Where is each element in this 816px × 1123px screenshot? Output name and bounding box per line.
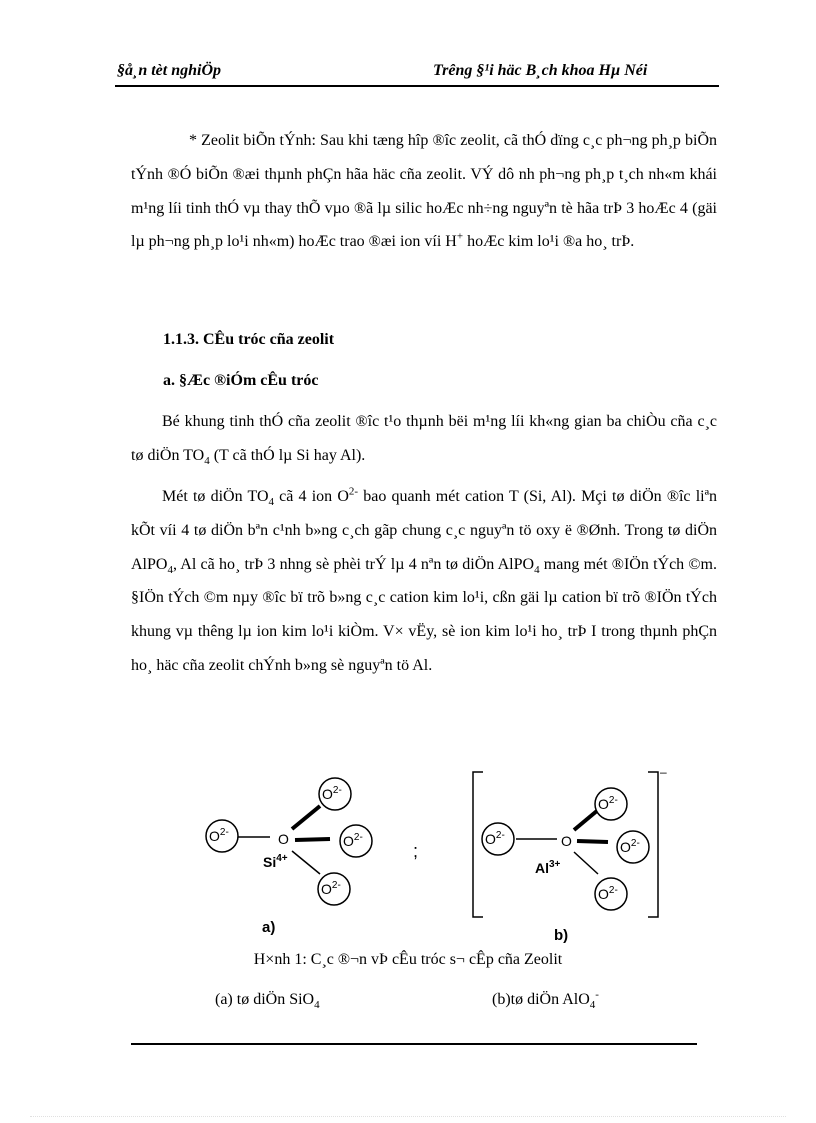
subcaption-b: (b)tø diÖn AlO$_4$- <box>492 988 599 1012</box>
svg-text:O2-: $O^{2-}$ <box>598 885 618 902</box>
section-heading: 1.1.3. CÊu tróc cña zeolit <box>163 331 335 348</box>
center-oxygen-b: O <box>561 833 572 849</box>
svg-text:O2-: $O^{2-}$ <box>620 838 640 855</box>
svg-text:O2-: $O^{2-}$ <box>598 795 618 812</box>
si-cation: $Si^{4+}$ <box>263 853 288 870</box>
label-b: b) <box>554 927 569 944</box>
structure-figure <box>180 762 667 947</box>
svg-text:O2-: $O^{2-}$ <box>209 827 229 844</box>
label-a: a) <box>262 919 276 936</box>
header-right: Trêng §¹i häc B¸ch khoa Hµ Néi <box>433 62 648 79</box>
header-rule <box>115 85 719 87</box>
figure-caption: H×nh 1: C¸c ®¬n vÞ cÊu tróc s¬ cÊp cña Zeolit <box>253 951 563 968</box>
paragraph-tetrahedron: Mét tø diÖn $TO_4$ cã 4 ion $O^{2-}$ bao quanh mét cation T (Si, Al). Mçi tø diÖn ®îc liªn kÕt víi 4 tø diÖn bªn c¹nh b»ng c¸ch gãp chung c¸c nguyªn tö oxy ë ®Ønh. Trong tø diÖn AlPO$_4$, Al cã ho¸ trÞ 3 nhng sè phèi trÝ lµ 4 nªn tø diÖn AlPO$_4$ mang mét ®IÖn tÝch ©m. §IÖn tÝch ©m nµy ®îc bï trõ b»ng c¸c cation kim lo¹i, cßn gäi lµ cation bï trõ ®IÖn tÝch khung vµ thêng lµ ion kim lo¹i kiÒm. V× vËy, sè ion kim lo¹i ho¸ trÞ I trong thµnh phÇn ho¸ häc cña zeolit chÝnh b»ng sè nguyªn tö Al. <box>131 485 718 674</box>
subsection-heading: a. §Æc ®iÓm cÊu tróc <box>163 372 319 389</box>
anion-charge: – <box>660 765 667 779</box>
svg-text:O2-: $O^{2-}$ <box>485 830 505 847</box>
header-left: §å¸n tèt nghiÖp <box>117 62 222 79</box>
page-edge <box>30 1116 786 1117</box>
paragraph-framework: Bé khung tinh thÓ cña zeolit ®îc t¹o thµnh bëi m¹ng líi kh«ng gian ba chiÒu cña c¸c tø diÖn $TO_4$ (T cã thÓ lµ Si hay Al). <box>131 413 717 467</box>
svg-text:O2-: $O^{2-}$ <box>322 785 342 802</box>
figure-separator: ; <box>413 841 419 861</box>
center-oxygen-a: O <box>278 831 289 847</box>
svg-text:O2-: $O^{2-}$ <box>343 832 363 849</box>
tetrahedron-sio4 <box>206 778 372 905</box>
al-cation: $Al^{3+}$ <box>535 859 561 876</box>
svg-text:O2-: $O^{2-}$ <box>321 880 341 897</box>
subcaption-a: (a) tø diÖn SiO$_4$ <box>215 991 320 1012</box>
left-bracket <box>473 772 483 917</box>
paragraph-zeolit-biente: * Zeolit biÕn tÝnh: Sau khi tæng hîp ®îc zeolit, cã thÓ dïng c¸c ph¬ng ph¸p biÕn tÝnh ®Ó biÕn ®æi thµnh phÇn hãa häc cña zeolit. VÝ dô nh ph¬ng ph¸p t¸ch nh«m khái m¹ng líi tinh thÓ vµ thay thÕ vµo ®ã lµ silic hoÆc nh÷ng nguyªn tè hãa trÞ 3 hoÆc 4 (gäi lµ ph¬ng ph¸p lo¹i nh«m) hoÆc trao ®æi ion víi H+ hoÆc kim lo¹i ®a ho¸ trÞ. <box>131 132 717 251</box>
footer-rule <box>131 1043 697 1045</box>
tetrahedron-alo4 <box>473 765 667 917</box>
